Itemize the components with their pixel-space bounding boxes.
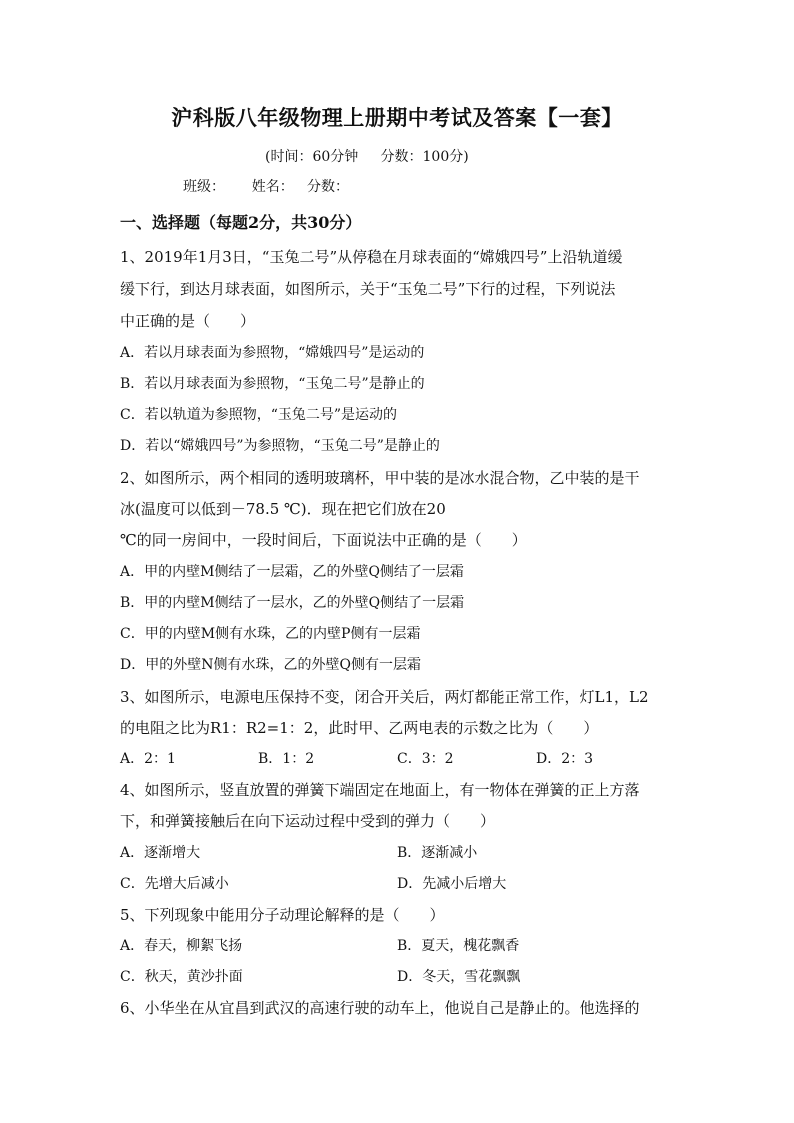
q5-option-b: B．夏天，槐花飘香: [397, 938, 520, 954]
q3-option-a: A．2：1: [120, 751, 176, 767]
q6-stem-line-1: 6、小华坐在从宜昌到武汉的高速行驶的动车上，他说自己是静止的。他选择的: [120, 999, 640, 1017]
q2-option-a: A．甲的内壁M侧结了一层霜，乙的外壁Q侧结了一层霜: [120, 564, 464, 580]
q2-option-c: C．甲的内壁M侧有水珠，乙的内壁P侧有一层霜: [120, 626, 421, 642]
q4-option-a: A．逐渐增大: [120, 845, 201, 861]
q3-option-c: C．3：2: [397, 751, 454, 767]
q3-option-b: B．1：2: [258, 751, 315, 767]
q1-option-b: B．若以月球表面为参照物，“玉兔二号”是静止的: [120, 376, 425, 392]
q5-option-c: C．秋天，黄沙扑面: [120, 969, 243, 985]
q2-stem-line-3: ℃的同一房间中，一段时间后，下面说法中正确的是（ ）: [120, 531, 527, 549]
q1-stem-line-2: 缓下行，到达月球表面，如图所示，关于“玉兔二号”下行的过程，下列说法: [120, 280, 616, 298]
q1-option-c: C．若以轨道为参照物，“玉兔二号”是运动的: [120, 407, 398, 423]
time-score-info: (时间：60分钟 分数：100分): [265, 149, 469, 165]
q2-stem-line-1: 2、如图所示，两个相同的透明玻璃杯，甲中装的是冰水混合物，乙中装的是干: [120, 469, 640, 487]
section-heading: 一、选择题（每题2分，共30分）: [120, 213, 362, 232]
student-info-line: 班级： 姓名： 分数：: [183, 179, 350, 195]
page-title: 沪科版八年级物理上册期中考试及答案【一套】: [171, 105, 623, 130]
q5-stem-line-1: 5、下列现象中能用分子动理论解释的是（ ）: [120, 906, 445, 924]
q2-stem-line-2: 冰(温度可以低到－78.5 ℃)．现在把它们放在20: [120, 500, 446, 518]
q3-stem-line-1: 3、如图所示，电源电压保持不变，闭合开关后，两灯都能正常工作，灯L1，L2: [120, 688, 649, 706]
q3-option-d: D．2：3: [536, 751, 594, 767]
q1-stem-line-1: 1、2019年1月3日，“玉兔二号”从停稳在月球表面的“嫦娥四号”上沿轨道缓: [120, 248, 623, 266]
q4-option-b: B．逐渐减小: [397, 845, 478, 861]
q4-option-d: D．先减小后增大: [397, 876, 507, 892]
q1-option-d: D．若以“嫦娥四号”为参照物，“玉兔二号”是静止的: [120, 438, 440, 454]
q4-option-c: C．先增大后减小: [120, 876, 229, 892]
q5-option-a: A．春天，柳絮飞扬: [120, 938, 243, 954]
q4-stem-line-2: 下，和弹簧接触后在向下运动过程中受到的弹力（ ）: [120, 812, 496, 830]
q2-option-b: B．甲的内壁M侧结了一层水，乙的外壁Q侧结了一层霜: [120, 595, 465, 611]
q1-stem-line-3: 中正确的是（ ）: [120, 312, 256, 330]
q1-option-a: A．若以月球表面为参照物，“嫦娥四号”是运动的: [120, 345, 425, 361]
q2-option-d: D．甲的外壁N侧有水珠，乙的外壁Q侧有一层霜: [120, 657, 421, 673]
q4-stem-line-1: 4、如图所示，竖直放置的弹簧下端固定在地面上，有一物体在弹簧的正上方落: [120, 781, 640, 799]
q5-option-d: D．冬天，雪花飘飘: [397, 969, 521, 985]
q3-stem-line-2: 的电阻之比为R1：R2=1：2，此时甲、乙两电表的示数之比为（ ）: [120, 719, 599, 737]
